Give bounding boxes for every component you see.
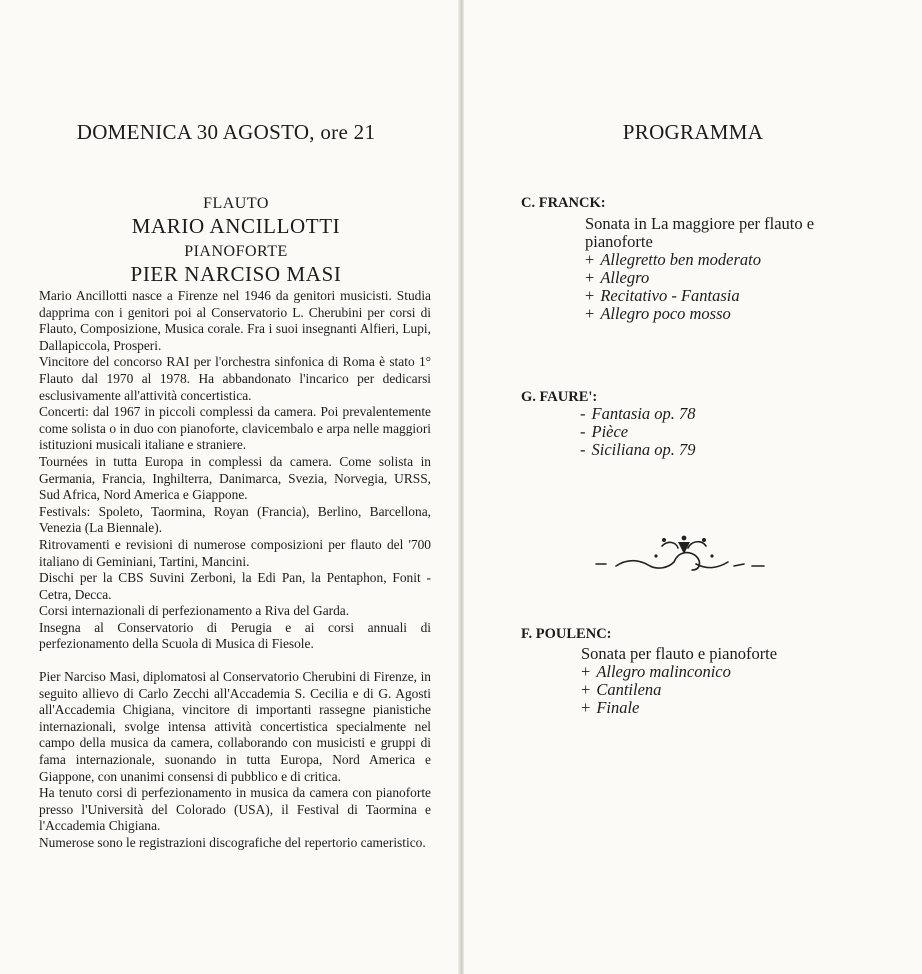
composer-name: G. FAURE':	[521, 389, 598, 405]
movement	[581, 699, 777, 717]
movement-title: Fantasia op. 78	[591, 404, 696, 423]
bio-paragraph: Insegna al Conservatorio di Perugia e ai corsi annuali di perfezionamento della Scuola di Musica di Fiesole.	[39, 619, 431, 652]
movement-title: Allegretto ben moderato	[600, 250, 762, 269]
bio-paragraph: Ha tenuto corsi di perfezionamento in musica da camera con pianoforte presso l'Università del Colorado (USA), il Festival di Taormina e l'Accademia Chigiana.	[39, 785, 431, 834]
movement	[585, 251, 814, 269]
movement-marker: -	[580, 404, 586, 423]
movement-marker: +	[581, 662, 591, 681]
bio-paragraph: Ritrovamenti e revisioni di numerose composizioni per flauto del '700 italiano di Geminiani, Tartini, Mancini.	[39, 536, 431, 569]
composer-name: C. FRANCK:	[521, 195, 606, 211]
bio-paragraph: Pier Narciso Masi, diplomatosi al Conservatorio Cherubini di Firenze, in seguito allievo di Carlo Zecchi all'Accademia S. Cecilia e di G. Agosti all'Accademia Chigiana, vincitore di importanti rassegne pianistiche internazionali, svolge intensa attività concertistica specialmente nel campo della musica da camera, collaborando con musicisti e gruppi di fama internazionale, suonando in tutta Europa, Nord America e Giappone, con unanimi consensi di pubblico e di critica.	[39, 669, 431, 784]
movement	[580, 441, 696, 459]
performer-name: PIER NARCISO MASI	[130, 262, 342, 286]
performer-name: MARIO ANCILLOTTI	[131, 214, 341, 238]
left-page	[0, 0, 458, 974]
bio-paragraph: Corsi internazionali di perfezionamento a Riva del Garda.	[39, 603, 350, 619]
movement-title: Cantilena	[596, 680, 662, 699]
movement-title: Allegro poco mosso	[600, 304, 731, 323]
flourish-ornament-icon	[592, 526, 772, 580]
movement	[580, 423, 696, 441]
movement-title: Siciliana op. 79	[591, 440, 696, 459]
movement-marker: +	[581, 680, 591, 699]
performers-block	[36, 194, 436, 290]
movement	[581, 663, 777, 681]
movement-marker: -	[580, 440, 586, 459]
movement	[581, 681, 777, 699]
instrument-label: PIANOFORTE	[184, 243, 288, 260]
movement	[585, 305, 814, 323]
movement-title: Allegro	[600, 268, 650, 287]
movement-title: Pièce	[591, 422, 629, 441]
movement-marker: +	[585, 250, 595, 269]
bio-paragraph: Mario Ancillotti nasce a Firenze nel 1946 da genitori musicisti. Studia dapprima con i genitori poi al Conservatorio L. Cherubini per corsi di Flauto, Composizione, Musica corale. Fra i suoi insegnanti Alfieri, Lupi, Dallapiccola, Prosperi.	[39, 288, 431, 353]
work-title: pianoforte	[585, 232, 653, 251]
movement-marker: -	[580, 422, 586, 441]
movement-title: Allegro malinconico	[596, 662, 731, 681]
bio-paragraph: Concerti: dal 1967 in piccoli complessi da camera. Poi prevalentemente come solista o in duo con pianoforte, clavicembalo e arpa nelle maggiori istituzioni musicali italiane e straniere.	[39, 404, 431, 453]
movement	[580, 405, 696, 423]
program-work	[581, 645, 777, 717]
movement-title: Recitativo - Fantasia	[600, 286, 740, 305]
movement-title: Finale	[596, 698, 640, 717]
movement-marker: +	[585, 286, 595, 305]
right-page	[464, 0, 922, 974]
bio-paragraph: Numerose sono le registrazioni discografiche del repertorio cameristico.	[39, 835, 426, 850]
bio-paragraph: Festivals: Spoleto, Taormina, Royan (Francia), Berlino, Barcellona, Venezia (La Biennale).	[39, 503, 431, 536]
concert-date-heading: DOMENICA 30 AGOSTO, ore 21	[76, 120, 376, 144]
bio-paragraph: Tournées in tutta Europa in complessi da camera. Come solista in Germania, Francia, Inghilterra, Danimarca, Svezia, Norvegia, URSS, Sud Africa, Nord America e Giappone.	[39, 453, 431, 503]
bio-paragraph: Dischi per la CBS Suvini Zerboni, la Edi Pan, la Pentaphon, Fonit - Cetra, Decca.	[39, 570, 431, 602]
movement-marker: +	[585, 268, 595, 287]
movement-marker: +	[585, 304, 595, 323]
movement	[585, 269, 814, 287]
work-title: Sonata in La maggiore per flauto e	[585, 214, 815, 233]
instrument-label: FLAUTO	[203, 195, 269, 212]
movement-marker: +	[581, 698, 591, 717]
composer-name: F. POULENC:	[521, 626, 612, 642]
bio-paragraph: Vincitore del concorso RAI per l'orchestra sinfonica di Roma è stato 1° Flauto dal 1970 al 1978. Ha abbandonato l'incarico per dedicarsi esclusivamente all'attività concertistica.	[39, 354, 431, 403]
program-work	[585, 215, 814, 323]
work-title: Sonata per flauto e pianoforte	[581, 644, 778, 663]
movement	[585, 287, 814, 305]
performer-biographies	[39, 288, 431, 852]
program-heading: PROGRAMMA	[622, 120, 764, 144]
program-work	[580, 405, 696, 459]
